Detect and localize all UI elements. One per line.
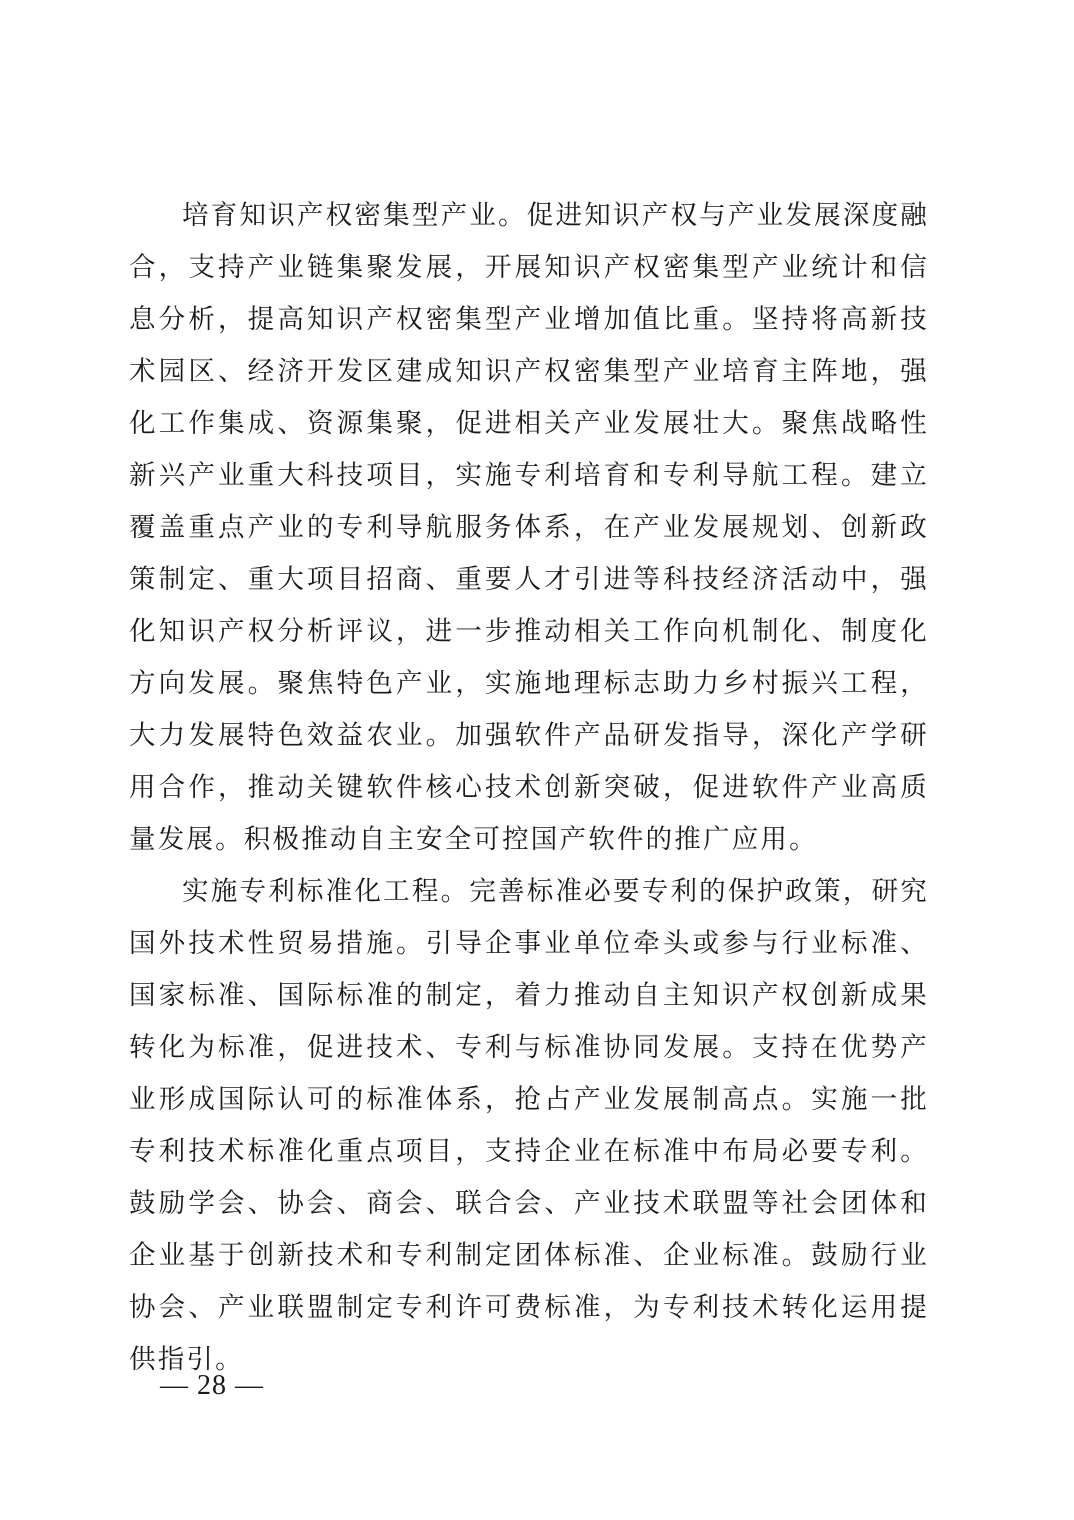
paragraph-ip-intensive-industry: 培育知识产权密集型产业。促进知识产权与产业发展深度融合，支持产业链集聚发展，开展知识产权密集型产业统计和信息分析，提高知识产权密集型产业增加值比重。坚持将高新技术园区、经济开发区建成知识产权密集型产业培育主阵地，强化工作集成、资源集聚，促进相关产业发展壮大。聚焦战略性新兴产业重大科技项目，实施专利培育和专利导航工程。建立覆盖重点产业的专利导航服务体系，在产业发展规划、创新政策制定、重大项目招商、重要人才引进等科技经济活动中，强化知识产权分析评议，进一步推动相关工作向机制化、制度化方向发展。聚焦特色产业，实施地理标志助力乡村振兴工程，大力发展特色效益农业。加强软件产品研发指导，深化产学研用合作，推动关键软件核心技术创新突破，促进软件产业高质量发展。积极推动自主安全可控国产软件的推广应用。 — [129, 200, 929, 855]
body-text — [129, 190, 929, 1386]
paragraph-patent-standardization: 实施专利标准化工程。完善标准必要专利的保护政策，研究国外技术性贸易措施。引导企事业单位牵头或参与行业标准、国家标准、国际标准的制定，着力推动自主知识产权创新成果转化为标准，促进技术、专利与标准协同发展。支持在优势产业形成国际认可的标准体系，抢占产业发展制高点。实施一批专利技术标准化重点项目，支持企业在标准中布局必要专利。鼓励学会、协会、商会、联合会、产业技术联盟等社会团体和企业基于创新技术和专利制定团体标准、企业标准。鼓励行业协会、产业联盟制定专利许可费标准，为专利技术转化运用提供指引。 — [129, 876, 929, 1375]
page-number: — 28 — — [160, 1370, 264, 1401]
